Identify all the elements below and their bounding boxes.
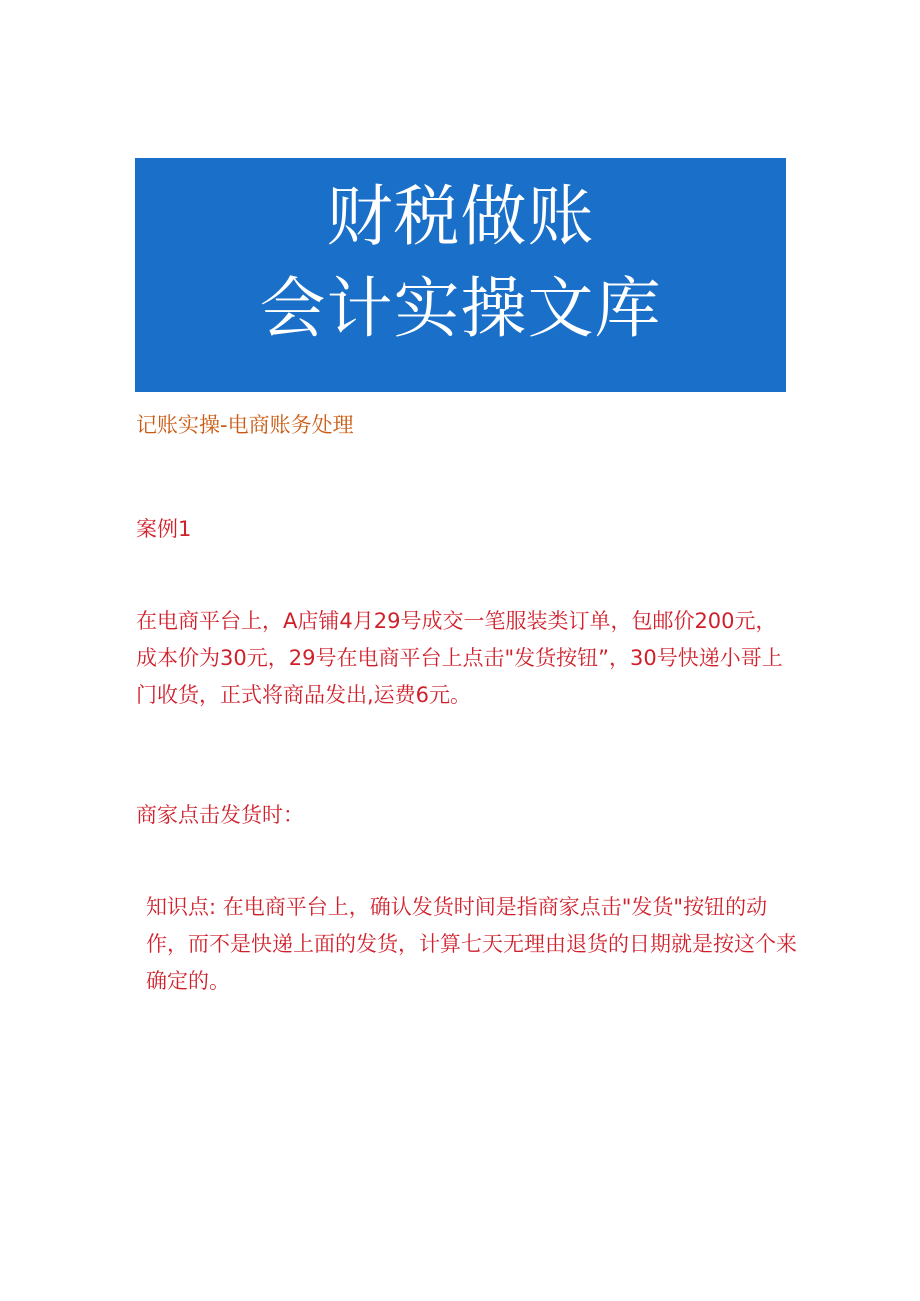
case-description: 在电商平台上，A店铺4月29号成交一笔服装类订单，包邮价200元，成本价为30元，29号在电商平台上点击"发货按钮”，30号快递小哥上门收货，正式将商品发出,运费6元。 <box>136 609 783 707</box>
case-heading: 案例1 <box>136 517 192 541</box>
banner-title-line-2: 会计实操文库 <box>259 270 662 347</box>
merchant-shipping-heading: 商家点击发货时： <box>136 803 304 827</box>
banner-title-line-1: 财税做账 <box>326 178 595 255</box>
title-banner <box>135 158 786 392</box>
document-subtitle: 记账实操-电商账务处理 <box>136 413 354 437</box>
knowledge-point: 知识点: 在电商平台上，确认发货时间是指商家点击"发货"按钮的动作，而不是快递上面的发货，计算七天无理由退货的日期就是按这个来确定的。 <box>146 895 797 993</box>
